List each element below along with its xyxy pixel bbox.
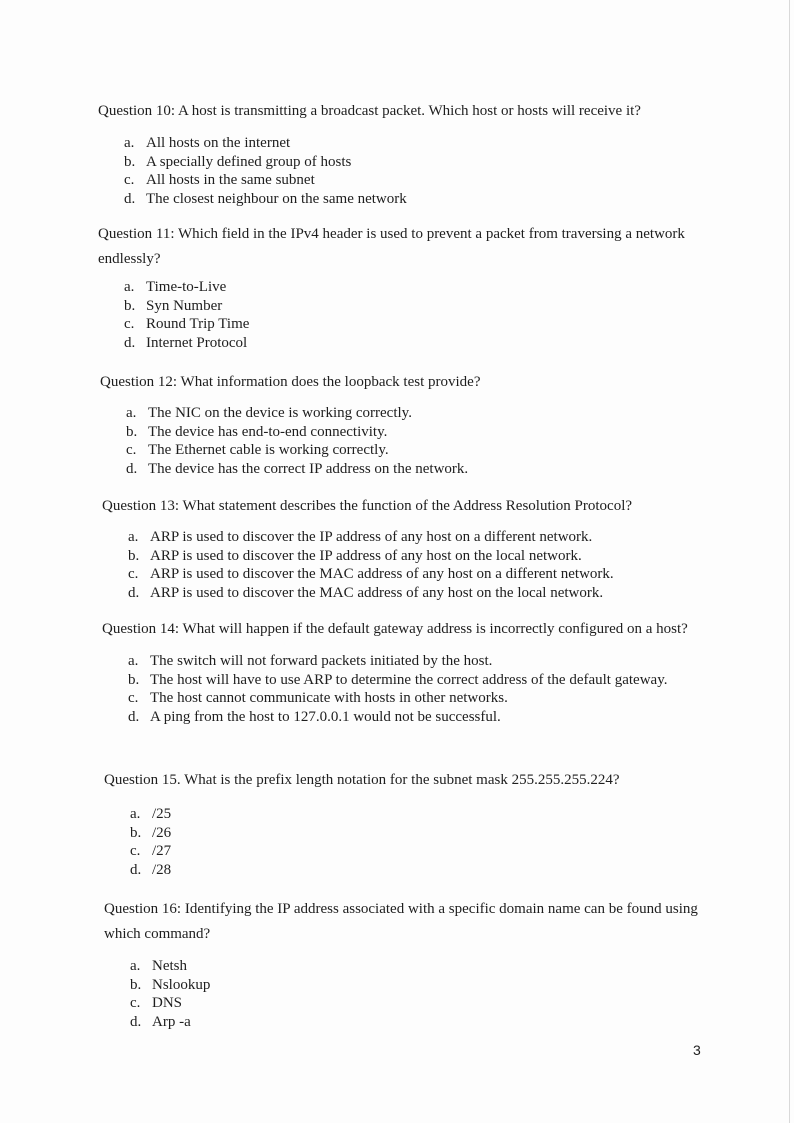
option-b: b. The device has end-to-end connectivity. — [126, 423, 388, 440]
question-15 — [104, 768, 704, 879]
option-a: a. The NIC on the device is working correctly. — [126, 405, 412, 421]
option-list — [100, 404, 700, 478]
option-list — [98, 134, 698, 208]
question-text: Question 12: What information does the loopback test provide? — [100, 374, 481, 390]
option-d: d. Arp -a — [130, 1013, 191, 1030]
option-list — [102, 528, 722, 602]
question-text: Question 10: A host is transmitting a broadcast packet. Which host or hosts will receive it? — [98, 103, 641, 119]
question-text: Question 15. What is the prefix length notation for the subnet mask 255.255.255.224? — [104, 772, 620, 788]
option-c: c. Round Trip Time — [124, 316, 250, 332]
option-list — [102, 652, 702, 726]
option-b: b. /26 — [130, 824, 172, 841]
question-text: Question 11: Which field in the IPv4 header is used to prevent a packet from traversing a network endlessly? — [98, 226, 685, 267]
option-list — [98, 278, 688, 352]
page-number: 3 — [693, 1042, 701, 1058]
question-13 — [102, 494, 722, 602]
option-a: a. Netsh — [130, 958, 187, 974]
option-d: d. The closest neighbour on the same network — [124, 190, 407, 207]
option-c: c. ARP is used to discover the MAC address of any host on a different network. — [128, 566, 614, 582]
option-c: c. DNS — [130, 995, 183, 1011]
question-16 — [104, 897, 704, 1031]
question-text: Question 14: What will happen if the default gateway address is incorrectly configured on a host? — [102, 621, 688, 637]
option-c: c. The Ethernet cable is working correctly. — [126, 442, 389, 458]
question-text: Question 16: Identifying the IP address associated with a specific domain name can be found using which command? — [104, 901, 698, 942]
question-14 — [102, 617, 702, 726]
option-d: d. Internet Protocol — [124, 334, 248, 351]
question-11 — [98, 222, 688, 352]
page-edge — [789, 0, 790, 1123]
option-b: b. A specially defined group of hosts — [124, 153, 352, 170]
option-a: a. ARP is used to discover the IP address of any host on a different network. — [128, 529, 593, 545]
option-d: d. ARP is used to discover the MAC address of any host on the local network. — [128, 584, 604, 601]
option-a: a. Time-to-Live — [124, 279, 227, 295]
option-b: b. Syn Number — [124, 297, 223, 314]
option-c: c. The host cannot communicate with hosts in other networks. — [128, 690, 508, 706]
option-c: c. /27 — [130, 843, 172, 859]
question-10 — [98, 99, 698, 208]
question-text: Question 13: What statement describes the function of the Address Resolution Protocol? — [102, 498, 633, 514]
question-12 — [100, 370, 700, 478]
option-list — [104, 957, 704, 1031]
option-b: b. ARP is used to discover the IP address of any host on the local network. — [128, 547, 582, 564]
option-b: b. The host will have to use ARP to determine the correct address of the default gateway. — [128, 671, 668, 688]
option-a: a. /25 — [130, 806, 172, 822]
option-a: a. The switch will not forward packets initiated by the host. — [128, 653, 493, 669]
option-c: c. All hosts in the same subnet — [124, 172, 315, 188]
option-d: d. The device has the correct IP address on the network. — [126, 460, 469, 477]
option-a: a. All hosts on the internet — [124, 135, 291, 151]
option-d: d. A ping from the host to 127.0.0.1 would not be successful. — [128, 708, 501, 725]
option-b: b. Nslookup — [130, 976, 211, 993]
option-d: d. /28 — [130, 861, 172, 878]
option-list — [104, 805, 704, 879]
